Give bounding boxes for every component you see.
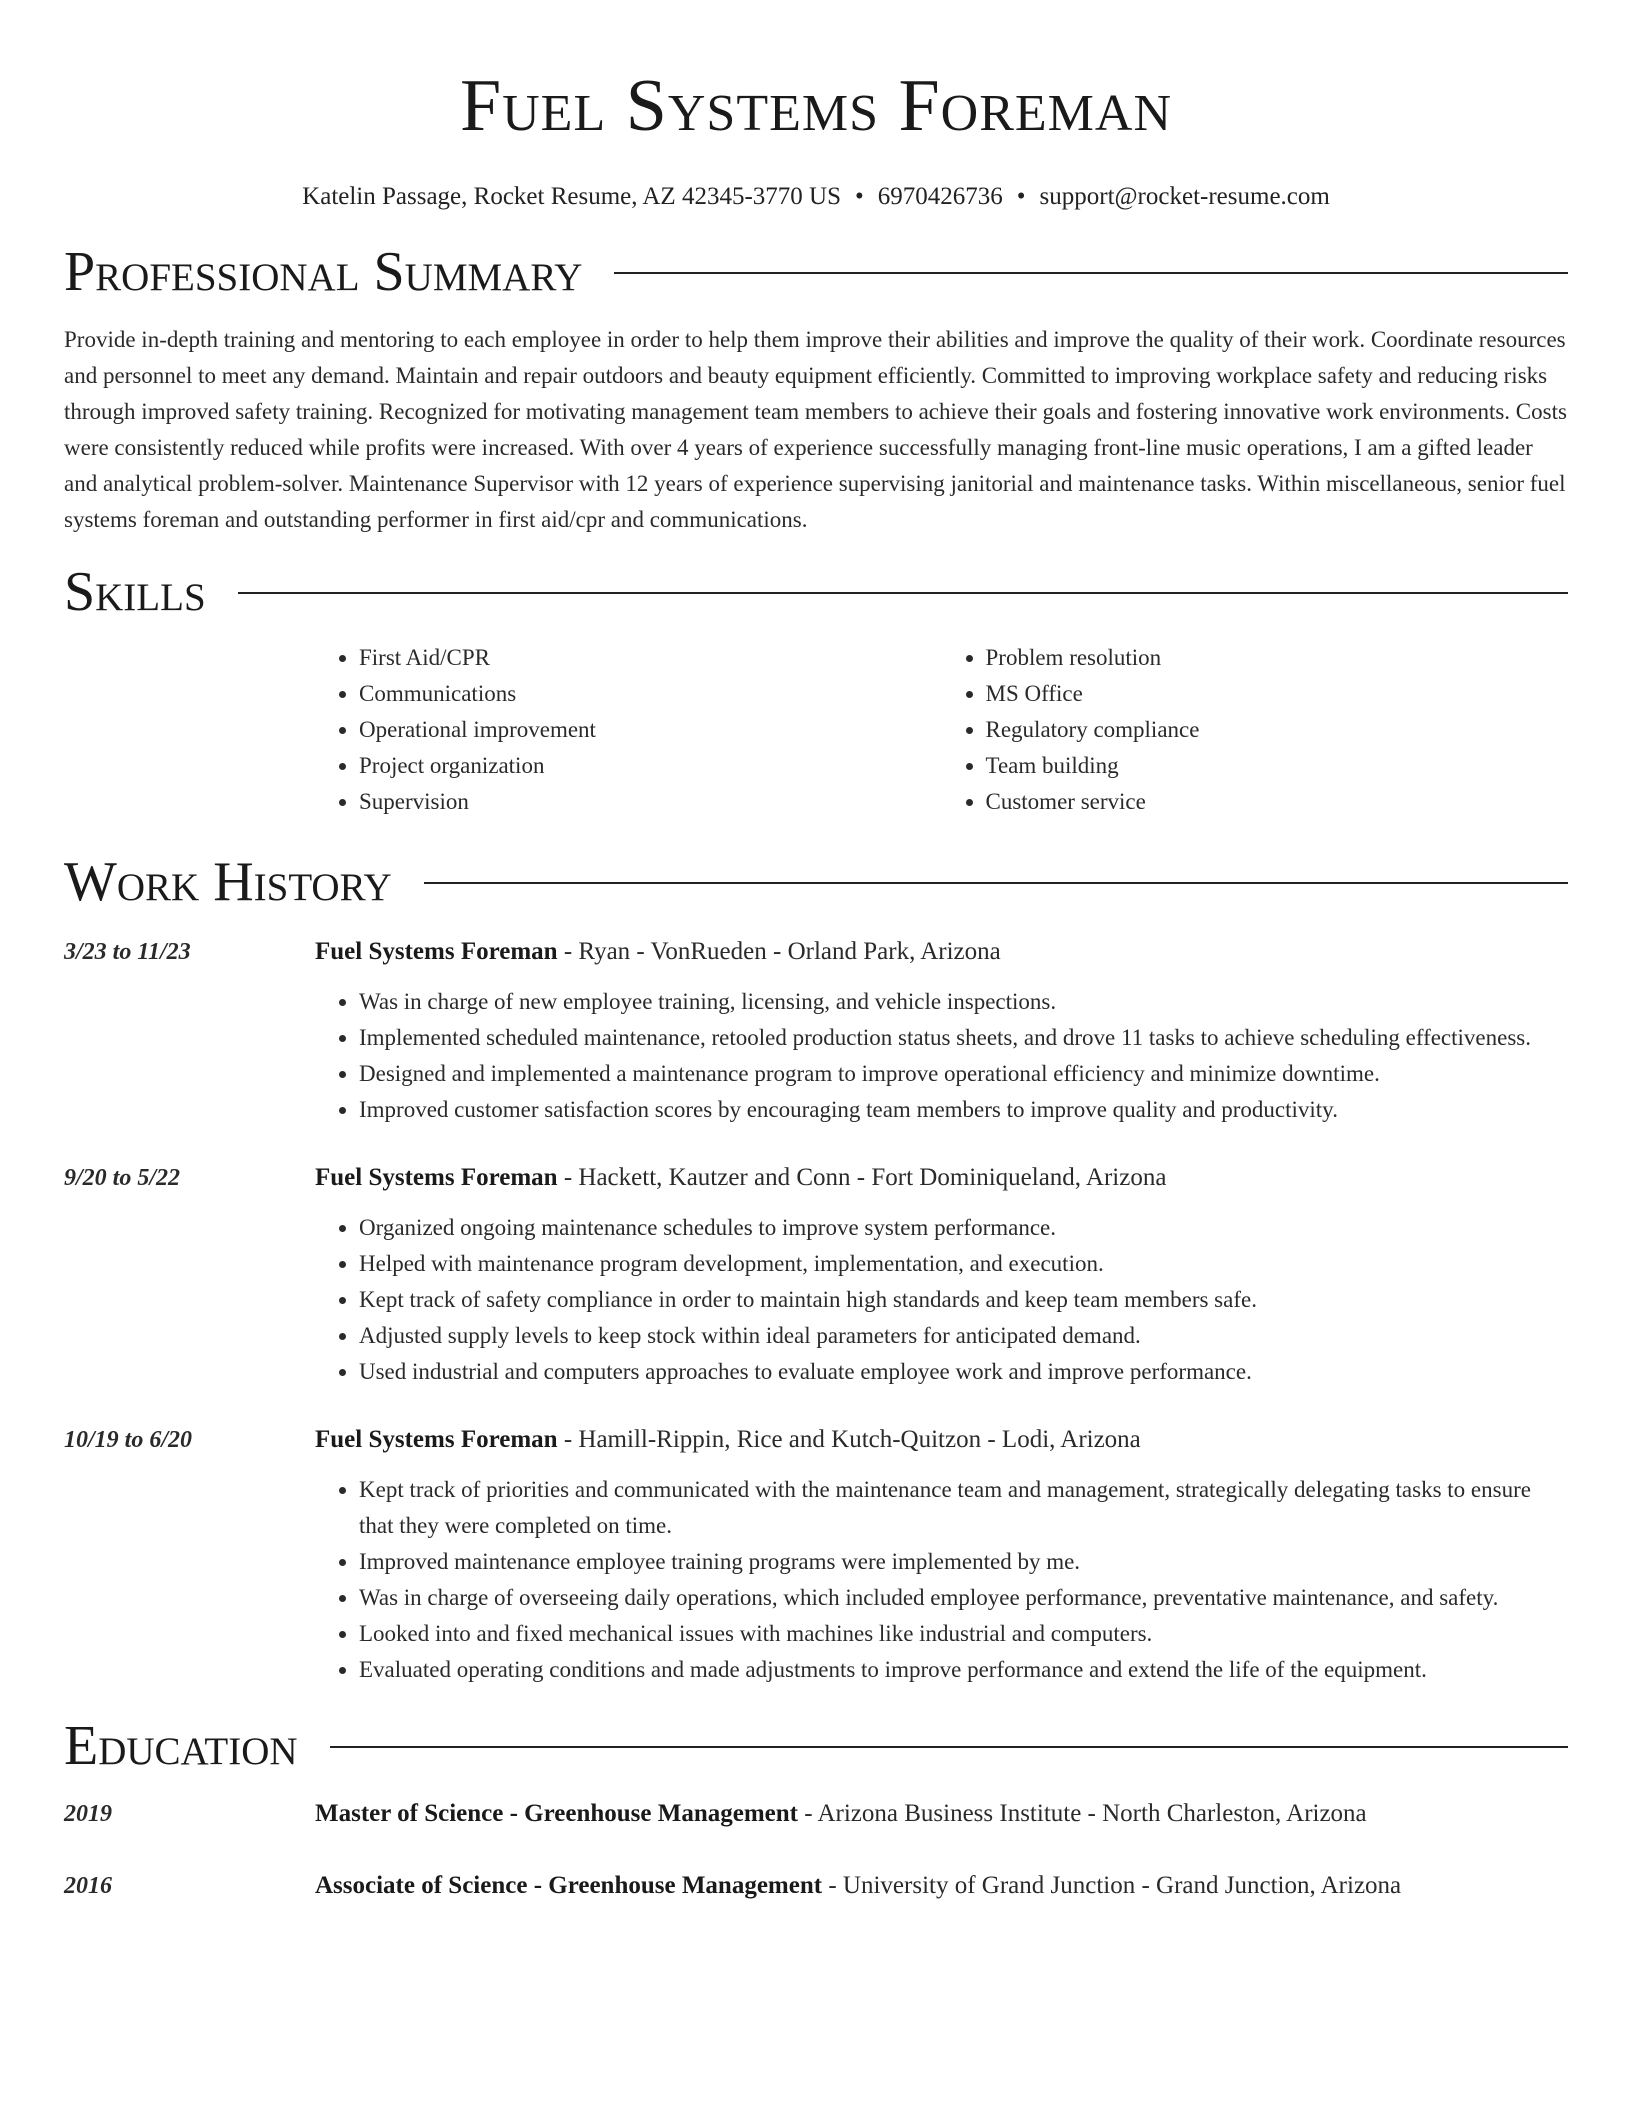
education-school: - University of Grand Junction - Grand Junction, Arizona (822, 1872, 1402, 1899)
job-bullet: • Implemented scheduled maintenance, retooled production status sheets, and drove 11 tasks to achieve scheduling effectiveness. (359, 1020, 1568, 1056)
job-dates: 10/19 to 6/20 (64, 1427, 193, 1453)
summary-heading: Professional Summary (64, 241, 583, 303)
job-bullet: • Helped with maintenance program development, implementation, and execution. (359, 1246, 1568, 1282)
education-line (315, 1868, 1568, 1904)
job-bullet: • Evaluated operating conditions and made adjustments to improve performance and extend the life of the equipment. (359, 1652, 1568, 1688)
job-title: Fuel Systems Foreman (315, 1164, 558, 1191)
job-dates: 3/23 to 11/23 (64, 939, 191, 965)
skill-item: • Customer service (986, 784, 1569, 820)
education-heading: Education (64, 1715, 298, 1777)
job-title: Fuel Systems Foreman (315, 938, 558, 965)
job-bullet: • Designed and implemented a maintenance program to improve operational efficiency and minimize downtime. (359, 1056, 1568, 1092)
job-company: - Hamill-Rippin, Rice and Kutch-Quitzon - Lodi, Arizona (557, 1426, 1141, 1453)
work-section-header (64, 850, 1568, 914)
job-body (315, 934, 1568, 1128)
job-bullet: • Looked into and fixed mechanical issues with machines like industrial and computers. (359, 1616, 1568, 1652)
summary-text: Provide in-depth training and mentoring to each employee in order to help them improve their abilities and improve the quality of their work. Coordinate resources and personnel to meet any demand. Maintain and repair outdoors and beauty equipment efficiently. Committed to improving workplace safety and reducing risks through improved safety training. Recognized for motivating management team members to achieve their goals and fostering innovative work environments. Costs were consistently reduced while profits were increased. With over 4 years of experience successfully managing front-line music operations, I am a gifted leader and analytical problem-solver. Maintenance Supervisor with 12 years of experience supervising janitorial and maintenance tasks. Within miscellaneous, senior fuel systems foreman and outstanding performer in first aid/cpr and communications. (64, 327, 1567, 532)
job-bullet: • Kept track of safety compliance in order to maintain high standards and keep team members safe. (359, 1282, 1568, 1318)
skills-list (315, 640, 1568, 820)
job-bullet: • Improved customer satisfaction scores by encouraging team members to improve quality and productivity. (359, 1092, 1568, 1128)
contact-address: Katelin Passage, Rocket Resume, AZ 42345-3770 US (302, 183, 841, 210)
education-entry (64, 1868, 1568, 1904)
job-bullet: • Was in charge of overseeing daily operations, which included employee performance, preventative maintenance, and safety. (359, 1580, 1568, 1616)
education-year: 2016 (64, 1873, 112, 1899)
skill-item: • Communications (359, 676, 942, 712)
section-divider (238, 592, 1568, 594)
job-company: - Hackett, Kautzer and Conn - Fort Dominiqueland, Arizona (557, 1164, 1167, 1191)
section-divider (614, 272, 1568, 274)
contact-email: support@rocket-resume.com (1039, 183, 1330, 210)
job-title-line (315, 1160, 1568, 1196)
contact-separator: • (855, 183, 864, 210)
skill-item: • Supervision (359, 784, 942, 820)
skills-heading: Skills (64, 561, 206, 623)
education-body (315, 1868, 1568, 1904)
skill-item: • Team building (986, 748, 1569, 784)
education-degree: Associate of Science - Greenhouse Management (315, 1872, 823, 1899)
skills-column-right (942, 640, 1569, 820)
section-divider (330, 1746, 1568, 1748)
job-bullet: • Improved maintenance employee training programs were implemented by me. (359, 1544, 1568, 1580)
resume-name: Fuel Systems Foreman (459, 65, 1173, 147)
skill-item: • Project organization (359, 748, 942, 784)
education-body (315, 1796, 1568, 1832)
skill-item: • Operational improvement (359, 712, 942, 748)
summary-section-header (64, 240, 1568, 304)
education-section-header (64, 1714, 1568, 1778)
job-bullets (315, 1210, 1568, 1390)
job-bullet: • Was in charge of new employee training, licensing, and vehicle inspections. (359, 984, 1568, 1020)
education-degree: Master of Science - Greenhouse Management (315, 1800, 798, 1827)
resume-page (64, 0, 1568, 1904)
contact-phone: 6970426736 (877, 183, 1003, 210)
job-bullet: • Kept track of priorities and communicated with the maintenance team and management, strategically delegating tasks to ensure that they were completed on time. (359, 1472, 1568, 1544)
contact-line (64, 180, 1568, 214)
job-bullet: • Organized ongoing maintenance schedules to improve system performance. (359, 1210, 1568, 1246)
education-entry (64, 1796, 1568, 1832)
skill-item: • MS Office (986, 676, 1569, 712)
job-body (315, 1160, 1568, 1390)
job-bullets (315, 984, 1568, 1128)
skill-item: • Regulatory compliance (986, 712, 1569, 748)
education-year: 2019 (64, 1801, 112, 1827)
skills-column-left (315, 640, 942, 820)
skill-item: • First Aid/CPR (359, 640, 942, 676)
work-heading: Work History (64, 851, 392, 913)
education-school: - Arizona Business Institute - North Charleston, Arizona (798, 1800, 1367, 1827)
job-company: - Ryan - VonRueden - Orland Park, Arizona (557, 938, 1001, 965)
job-dates: 9/20 to 5/22 (64, 1165, 181, 1191)
education-line (315, 1796, 1568, 1832)
job-body (315, 1422, 1568, 1688)
job-title: Fuel Systems Foreman (315, 1426, 558, 1453)
job-entry (64, 934, 1568, 1128)
job-bullet: • Adjusted supply levels to keep stock within ideal parameters for anticipated demand. (359, 1318, 1568, 1354)
contact-separator: • (1016, 183, 1026, 210)
job-bullet: • Used industrial and computers approaches to evaluate employee work and improve performance. (359, 1354, 1568, 1390)
job-title-line (315, 1422, 1568, 1458)
job-title-line (315, 934, 1568, 970)
job-bullets (315, 1472, 1568, 1688)
skills-section-header (64, 560, 1568, 624)
job-entry (64, 1422, 1568, 1688)
skill-item: • Problem resolution (986, 640, 1569, 676)
section-divider (424, 882, 1568, 884)
job-entry (64, 1160, 1568, 1390)
